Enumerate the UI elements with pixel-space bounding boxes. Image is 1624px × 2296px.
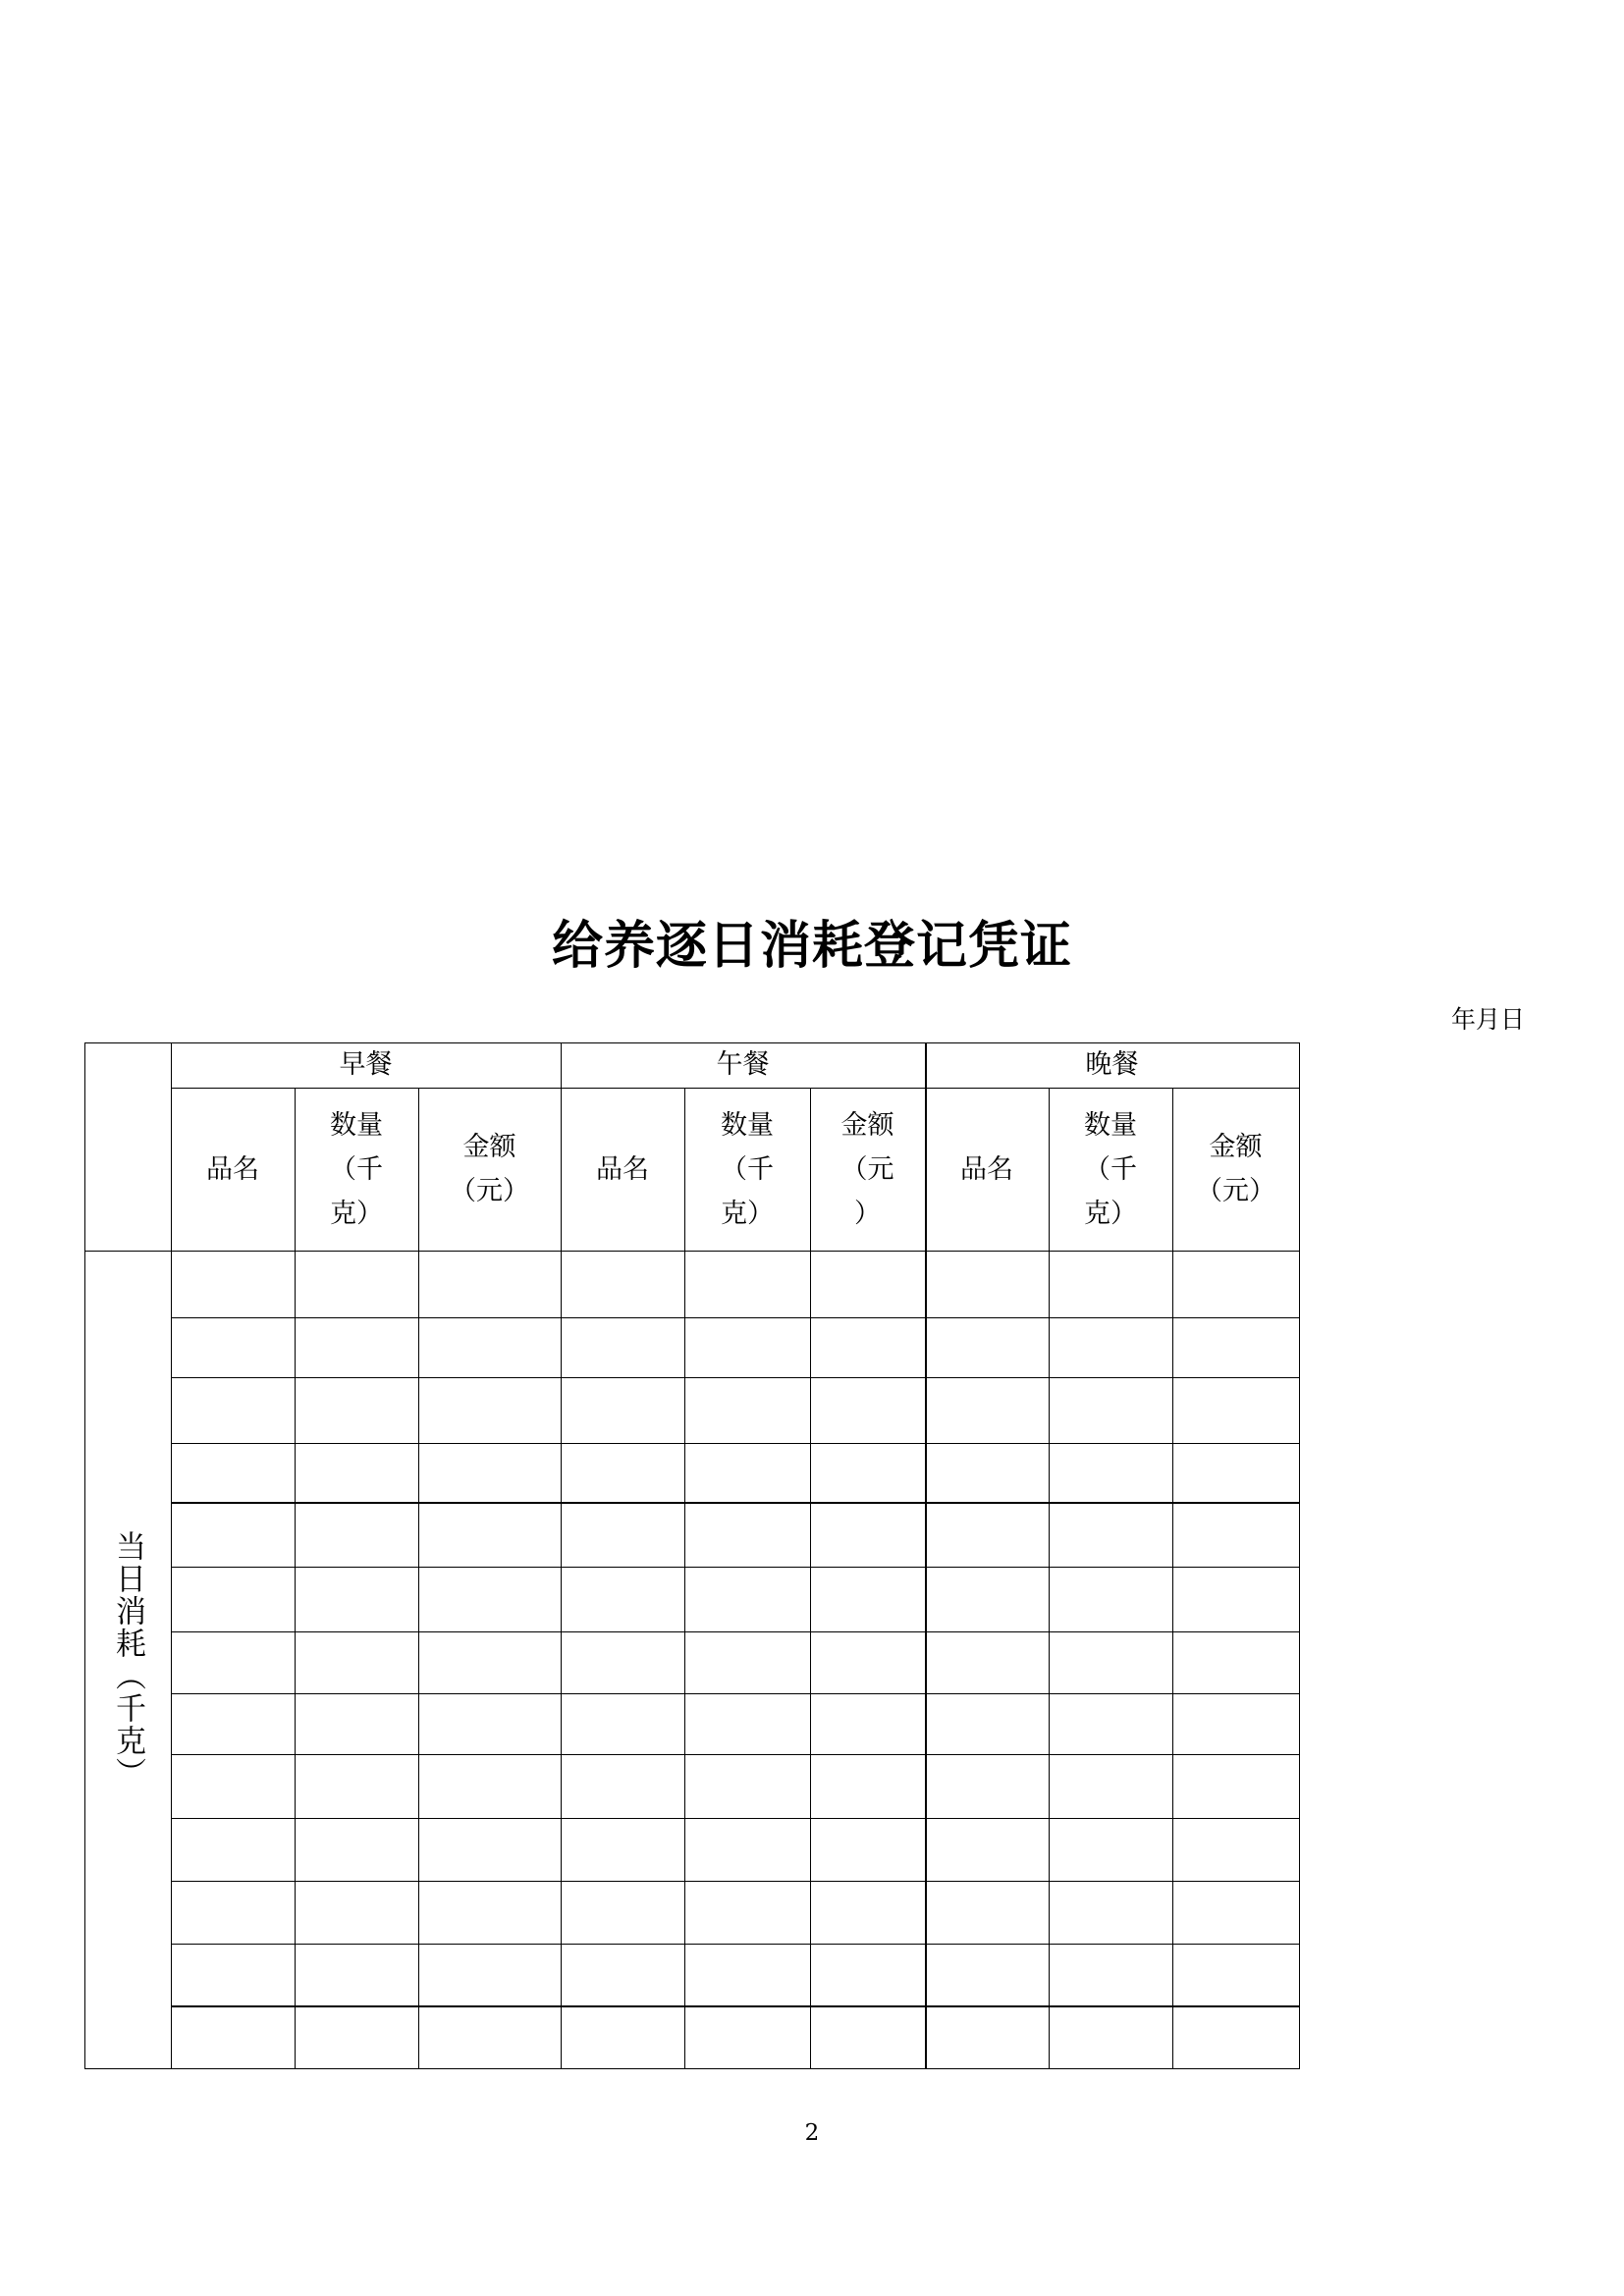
ledger-entry-cell[interactable] <box>172 1819 295 1881</box>
ledger-entry-cell[interactable] <box>296 1755 418 1818</box>
ledger-entry-cell[interactable] <box>296 1632 418 1693</box>
ledger-entry-cell[interactable] <box>419 1252 561 1317</box>
ledger-entry-cell[interactable] <box>811 1882 925 1944</box>
ledger-entry-cell[interactable] <box>926 1755 1049 1818</box>
ledger-entry-cell[interactable] <box>562 1252 684 1317</box>
ledger-entry-cell[interactable] <box>811 1252 925 1317</box>
column-header-line: （千 <box>330 1153 383 1185</box>
ledger-entry-cell[interactable] <box>172 1945 295 2005</box>
ledger-entry-cell[interactable] <box>172 1632 295 1693</box>
ledger-entry-cell[interactable] <box>296 1945 418 2005</box>
ledger-entry-cell[interactable] <box>1050 1755 1172 1818</box>
ledger-entry-cell[interactable] <box>419 2006 561 2069</box>
ledger-entry-cell[interactable] <box>1050 2006 1172 2069</box>
ledger-entry-cell[interactable] <box>685 1444 810 1502</box>
column-header-line: 克） <box>721 1198 774 1229</box>
column-header-line: 品名 <box>206 1153 259 1185</box>
column-header-line: 克） <box>1084 1198 1137 1229</box>
column-header <box>1172 1088 1299 1251</box>
ledger-entry-cell[interactable] <box>172 1318 295 1377</box>
ledger-entry-cell[interactable] <box>926 1378 1049 1443</box>
ledger-entry-cell[interactable] <box>296 1503 418 1567</box>
ledger-entry-cell[interactable] <box>296 1882 418 1944</box>
date-label: 年月日 <box>1451 1005 1526 1034</box>
table-border-left <box>84 1042 85 2069</box>
side-label: 当日消耗（千克） <box>110 1530 145 1789</box>
ledger-entry-cell[interactable] <box>1050 1252 1172 1317</box>
ledger-entry-cell[interactable] <box>685 1252 810 1317</box>
ledger-entry-cell[interactable] <box>1173 1252 1299 1317</box>
ledger-entry-cell[interactable] <box>419 1318 561 1377</box>
ledger-entry-cell[interactable] <box>172 1252 295 1317</box>
ledger-entry-cell[interactable] <box>811 1503 925 1567</box>
column-header <box>684 1088 810 1251</box>
ledger-entry-cell[interactable] <box>172 2006 295 2069</box>
ledger-entry-cell[interactable] <box>1173 1694 1299 1754</box>
ledger-entry-cell[interactable] <box>172 1378 295 1443</box>
ledger-entry-cell[interactable] <box>926 1694 1049 1754</box>
ledger-entry-cell[interactable] <box>926 1568 1049 1631</box>
ledger-entry-cell[interactable] <box>296 1318 418 1377</box>
column-header <box>810 1088 925 1251</box>
ledger-entry-cell[interactable] <box>685 1945 810 2005</box>
column-header <box>925 1088 1049 1251</box>
ledger-entry-cell[interactable] <box>419 1882 561 1944</box>
ledger-entry-cell[interactable] <box>926 1444 1049 1502</box>
column-header-line: ） <box>854 1198 881 1229</box>
ledger-entry-cell[interactable] <box>1050 1632 1172 1693</box>
ledger-entry-cell[interactable] <box>419 1819 561 1881</box>
ledger-entry-cell[interactable] <box>562 1444 684 1502</box>
meal-label: 晚餐 <box>1085 1049 1139 1080</box>
column-header-line: 金额 <box>1209 1132 1263 1162</box>
consumption-ledger-table <box>84 1042 1288 2069</box>
ledger-entry-cell[interactable] <box>811 1694 925 1754</box>
ledger-entry-cell[interactable] <box>172 1568 295 1631</box>
ledger-entry-cell[interactable] <box>1173 1568 1299 1631</box>
ledger-entry-cell[interactable] <box>811 1632 925 1693</box>
ledger-entry-cell[interactable] <box>811 1318 925 1377</box>
ledger-entry-cell[interactable] <box>1173 1378 1299 1443</box>
ledger-entry-cell[interactable] <box>1173 2006 1299 2069</box>
ledger-entry-cell[interactable] <box>296 1819 418 1881</box>
ledger-entry-cell[interactable] <box>685 1819 810 1881</box>
ledger-entry-cell[interactable] <box>419 1503 561 1567</box>
ledger-entry-cell[interactable] <box>926 1503 1049 1567</box>
column-header-line: 数量 <box>330 1109 383 1141</box>
ledger-entry-cell[interactable] <box>926 2006 1049 2069</box>
ledger-entry-cell[interactable] <box>685 1882 810 1944</box>
ledger-entry-cell[interactable] <box>685 1318 810 1377</box>
ledger-entry-cell[interactable] <box>1173 1882 1299 1944</box>
ledger-entry-cell[interactable] <box>811 1755 925 1818</box>
ledger-entry-cell[interactable] <box>1173 1632 1299 1693</box>
ledger-entry-cell[interactable] <box>562 1819 684 1881</box>
ledger-entry-cell[interactable] <box>562 1755 684 1818</box>
ledger-entry-cell[interactable] <box>296 2006 418 2069</box>
ledger-entry-cell[interactable] <box>172 1755 295 1818</box>
ledger-entry-cell[interactable] <box>926 1252 1049 1317</box>
column-header-line: 数量 <box>1084 1109 1137 1141</box>
column-header-line: （千 <box>1084 1153 1137 1185</box>
ledger-entry-cell[interactable] <box>172 1503 295 1567</box>
ledger-entry-cell[interactable] <box>296 1378 418 1443</box>
ledger-entry-cell[interactable] <box>419 1632 561 1693</box>
ledger-entry-cell[interactable] <box>685 1378 810 1443</box>
column-header-line: 金额 <box>462 1132 516 1162</box>
ledger-entry-cell[interactable] <box>562 1503 684 1567</box>
ledger-entry-cell[interactable] <box>172 1694 295 1754</box>
ledger-entry-cell[interactable] <box>419 1694 561 1754</box>
document-title: 给养逐日消耗登记凭证 <box>551 917 1072 976</box>
column-header-line: 金额 <box>840 1109 894 1141</box>
column-header-line: 数量 <box>721 1109 774 1141</box>
ledger-entry-cell[interactable] <box>1050 1945 1172 2005</box>
ledger-entry-cell[interactable] <box>811 1568 925 1631</box>
ledger-entry-cell[interactable] <box>419 1378 561 1443</box>
ledger-entry-cell[interactable] <box>1050 1694 1172 1754</box>
ledger-entry-cell[interactable] <box>562 2006 684 2069</box>
ledger-entry-cell[interactable] <box>1173 1945 1299 2005</box>
ledger-entry-cell[interactable] <box>926 1882 1049 1944</box>
ledger-entry-cell[interactable] <box>296 1694 418 1754</box>
ledger-entry-cell[interactable] <box>296 1252 418 1317</box>
meal-label: 早餐 <box>339 1049 393 1080</box>
column-header <box>418 1088 561 1251</box>
ledger-entry-cell[interactable] <box>926 1632 1049 1693</box>
ledger-entry-cell[interactable] <box>419 1444 561 1502</box>
ledger-entry-cell[interactable] <box>811 1444 925 1502</box>
column-header <box>561 1088 684 1251</box>
ledger-entry-cell[interactable] <box>419 1568 561 1631</box>
column-header-line: 克） <box>330 1198 383 1229</box>
ledger-entry-cell[interactable] <box>562 1378 684 1443</box>
ledger-entry-cell[interactable] <box>926 1318 1049 1377</box>
ledger-entry-cell[interactable] <box>811 1945 925 2005</box>
ledger-entry-cell[interactable] <box>1173 1503 1299 1567</box>
ledger-entry-cell[interactable] <box>172 1444 295 1502</box>
ledger-entry-cell[interactable] <box>419 1755 561 1818</box>
ledger-entry-cell[interactable] <box>296 1444 418 1502</box>
table-border-right <box>1299 1042 1300 2069</box>
column-header-line: （千 <box>721 1153 774 1185</box>
ledger-entry-cell[interactable] <box>562 1694 684 1754</box>
ledger-entry-cell[interactable] <box>685 1755 810 1818</box>
ledger-entry-cell[interactable] <box>1050 1882 1172 1944</box>
column-header-line: （元） <box>1196 1176 1275 1206</box>
ledger-entry-cell[interactable] <box>562 1318 684 1377</box>
ledger-entry-cell[interactable] <box>1050 1503 1172 1567</box>
ledger-entry-cell[interactable] <box>926 1819 1049 1881</box>
ledger-entry-cell[interactable] <box>1173 1755 1299 1818</box>
column-header-line: 品名 <box>960 1153 1013 1185</box>
ledger-entry-cell[interactable] <box>172 1882 295 1944</box>
ledger-entry-cell[interactable] <box>562 1632 684 1693</box>
ledger-entry-cell[interactable] <box>1173 1819 1299 1881</box>
ledger-entry-cell[interactable] <box>1050 1568 1172 1631</box>
meal-label: 午餐 <box>716 1049 770 1080</box>
ledger-entry-cell[interactable] <box>685 2006 810 2069</box>
ledger-entry-cell[interactable] <box>811 2006 925 2069</box>
column-header <box>295 1088 418 1251</box>
page-number: 2 <box>804 2120 820 2146</box>
ledger-entry-cell[interactable] <box>1050 1444 1172 1502</box>
ledger-entry-cell[interactable] <box>811 1819 925 1881</box>
ledger-entry-cell[interactable] <box>685 1568 810 1631</box>
ledger-entry-cell[interactable] <box>926 1945 1049 2005</box>
ledger-entry-cell[interactable] <box>562 1882 684 1944</box>
ledger-entry-cell[interactable] <box>419 1945 561 2005</box>
ledger-entry-cell[interactable] <box>1173 1444 1299 1502</box>
ledger-entry-cell[interactable] <box>685 1694 810 1754</box>
column-header-line: （元） <box>450 1176 529 1206</box>
ledger-entry-cell[interactable] <box>1050 1318 1172 1377</box>
column-header-line: 品名 <box>596 1153 649 1185</box>
ledger-entry-cell[interactable] <box>811 1378 925 1443</box>
ledger-entry-cell[interactable] <box>562 1568 684 1631</box>
ledger-entry-cell[interactable] <box>296 1568 418 1631</box>
ledger-entry-cell[interactable] <box>685 1632 810 1693</box>
column-header-line: （元 <box>840 1153 894 1185</box>
ledger-entry-cell[interactable] <box>1050 1819 1172 1881</box>
ledger-entry-cell[interactable] <box>1050 1378 1172 1443</box>
ledger-entry-cell[interactable] <box>1173 1318 1299 1377</box>
ledger-entry-cell[interactable] <box>562 1945 684 2005</box>
ledger-entry-cell[interactable] <box>685 1503 810 1567</box>
column-header <box>1049 1088 1172 1251</box>
column-header <box>171 1088 295 1251</box>
